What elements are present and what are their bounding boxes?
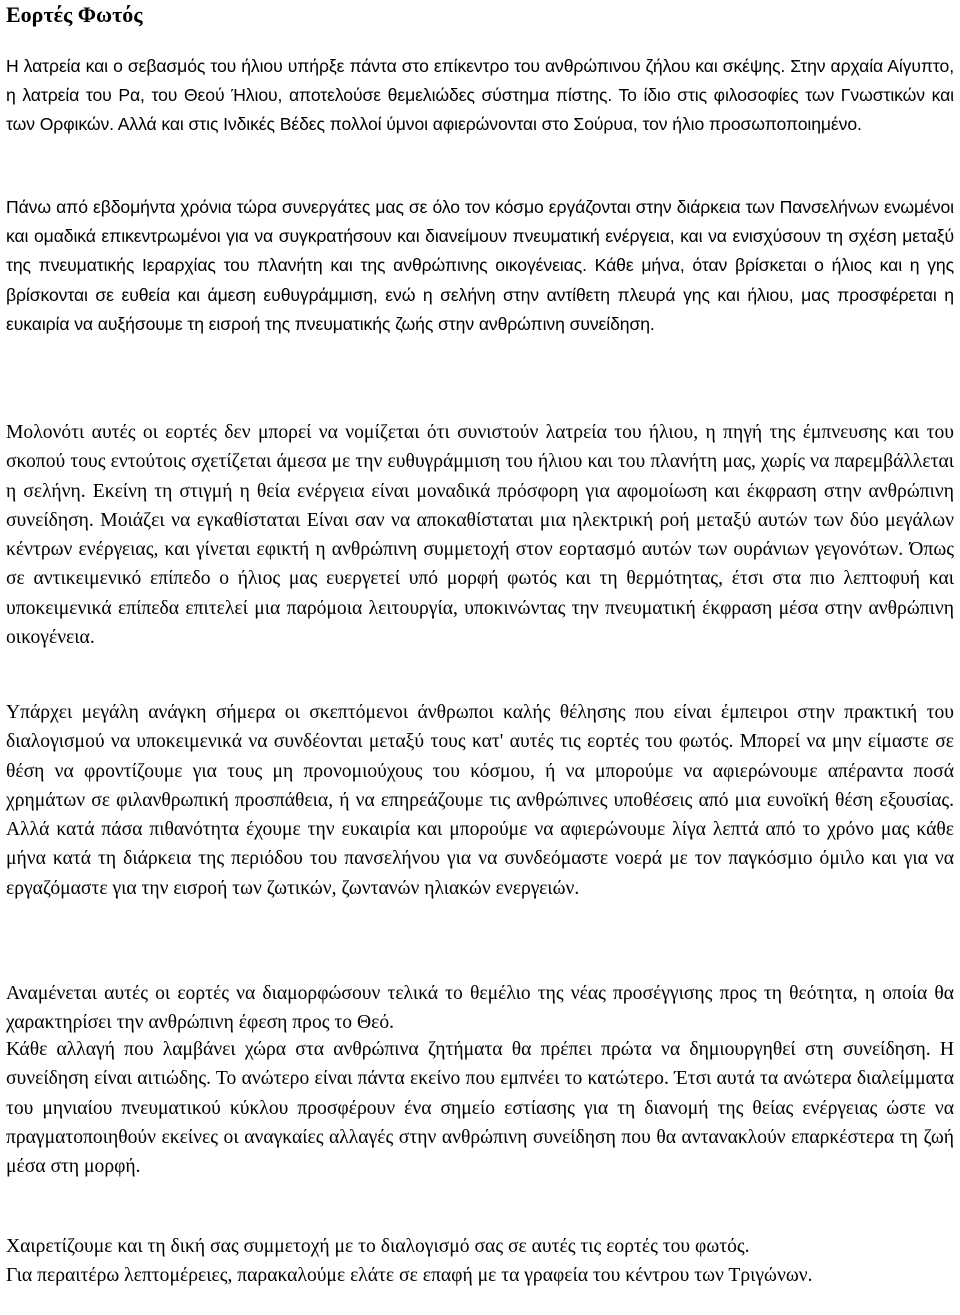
paragraph-consciousness: Κάθε αλλαγή που λαμβάνει χώρα στα ανθρώπινα ζητήματα θα πρέπει πρώτα να δημιουργηθεί στη συνείδηση. Η συνείδηση είναι αιτιώδης. Το ανώτερο είναι πάντα εκείνο που εμπνέει το κατώτερο. Έτσι αυτά τα ανώτερα διαλείμματα του μηνιαίου πνευματικού κύκλου προσφέρουν ένα σημείο εστίασης για τη διανομή της θείας ενέργειας ώστε να πραγματοποιηθούν εκείνες οι αναγκαίες αλλαγές στην ανθρώπινη συνείδηση που θα αντανακλούν επαρκέστερα τη ζωή μέσα στη μορφή. [6,1039,954,1178]
paragraph-full-moon-work: Πάνω από εβδομήντα χρόνια τώρα συνεργάτες μας σε όλο τον κόσμο εργάζονται στην διάρκεια των Πανσελήνων ενωμένοι και ομαδικά επικεντρωμένοι για να συγκρατήσουν και διανείμουν πνευματική ενέργεια, και να ενισχύσουν τη σχέση μεταξύ της πνευματικής Ιεραρχίας του πλανήτη και της ανθρώπινης οικογένειας. Κάθε μήνα, όταν βρίσκεται ο ήλιος και η γης βρίσκονται σε ευθεία και άμεση ευθυγράμμιση, ενώ η σελήνη στην αντίθετη πλευρά γης και ήλιου, μας προσφέρεται η ευκαιρία να αυξήσουμε τη εισροή της πνευματικής ζωής στην ανθρώπινη συνείδηση. [6,197,954,334]
paragraph-need-today: Υπάρχει μεγάλη ανάγκη σήμερα οι σκεπτόμενοι άνθρωποι καλής θέλησης που είναι έμπειροι στην πρακτική του διαλογισμού να υποκειμενικά να συνδέονται μεταξύ τους κατ' αυτές τις εορτές του φωτός. Μπορεί να μην είμαστε σε θέση να φροντίζουμε για τους μη προνομιούχους του κόσμου, ή να μπορούμε να αφιερώνουμε απέραντα ποσά χρημάτων σε φιλανθρωπική προσπάθεια, ή να επηρεάζουμε τις ανθρώπινες υποθέσεις από μια ευνοϊκή θέση εξουσίας. Αλλά κατά πάσα πιθανότητα έχουμε την ευκαιρία και μπορούμε να αφιερώνουμε λίγα λεπτά από το χρόνο μας κάθε μήνα κατά τη διάρκεια της περιόδου του πανσελήνου για να συνδεόμαστε νοερά με τον παγκόσμιο όμιλο και για να εργαζόμαστε για την εισροή των ζωτικών, ζωντανών ηλιακών ενεργειών. [6,702,954,899]
page-title: Εορτές Φωτός [6,2,143,27]
paragraph-sun-worship: Η λατρεία και ο σεβασμός του ήλιου υπήρξε πάντα στο επίκεντρο του ανθρώπινου ζήλου και σκέψης. Στην αρχαία Αίγυπτο, η λατρεία του Ρα, του Θεού Ήλιου, αποτελούσε θεμελιώδες σύστημα πίστης. Το ίδιο στις φιλοσοφίες των Γνωστικών και των Ορφικών. Αλλά και στις Ινδικές Βέδες πολλοί ύμνοι αφιερώνονται στο Σούρυα, τον ήλιο προσωποποιημένο. [6,56,954,135]
paragraph-contact: Για περαιτέρω λεπτομέρειες, παρακαλούμε ελάτε σε επαφή με τα γραφεία του κέντρου των Τριγώνων. [6,1265,813,1286]
paragraph-new-approach: Αναμένεται αυτές οι εορτές να διαμορφώσουν τελικά το θεμέλιο της νέας προσέγγισης προς τη θεότητα, η οποία θα χαρακτηρίσει την ανθρώπινη έφεση προς το Θεό. [6,983,954,1034]
paragraph-greeting: Χαιρετίζουμε και τη δική σας συμμετοχή με το διαλογισμό σας σε αυτές τις εορτές του φωτός. [6,1236,750,1257]
paragraph-festivals-alignment: Μολονότι αυτές οι εορτές δεν μπορεί να νομίζεται ότι συνιστούν λατρεία του ήλιου, η πηγή της έμπνευσης και του σκοπού τους εντούτοις σχετίζεται άμεσα με την ευθυγράμμιση του ήλιου και του πλανήτη μας, χωρίς να παρεμβάλλεται η σελήνη. Εκείνη τη στιγμή η θεία ενέργεια είναι μοναδικά πρόσφορη για αφομοίωση και έκφραση στην ανθρώπινη συνείδηση. Μοιάζει να εγκαθίσταται Είναι σαν να αποκαθίσταται μια ηλεκτρική ροή μεταξύ αυτών των δύο μεγάλων κέντρων ενέργειας, και γίνεται εφικτή η ανθρώπινη συμμετοχή στον εορτασμό αυτών των ουράνιων γεγονότων. Όπως σε αντικειμενικό επίπεδο ο ήλιος μας ευεργετεί υπό μορφή φωτός και τη θερμότητας, έτσι στα πιο λεπτοφυή και υποκειμενικά επίπεδα επιτελεί μια παρόμοια λειτουργία, υποκινώντας την πνευματική έκφραση μέσα στην ανθρώπινη οικογένεια. [6,422,954,649]
